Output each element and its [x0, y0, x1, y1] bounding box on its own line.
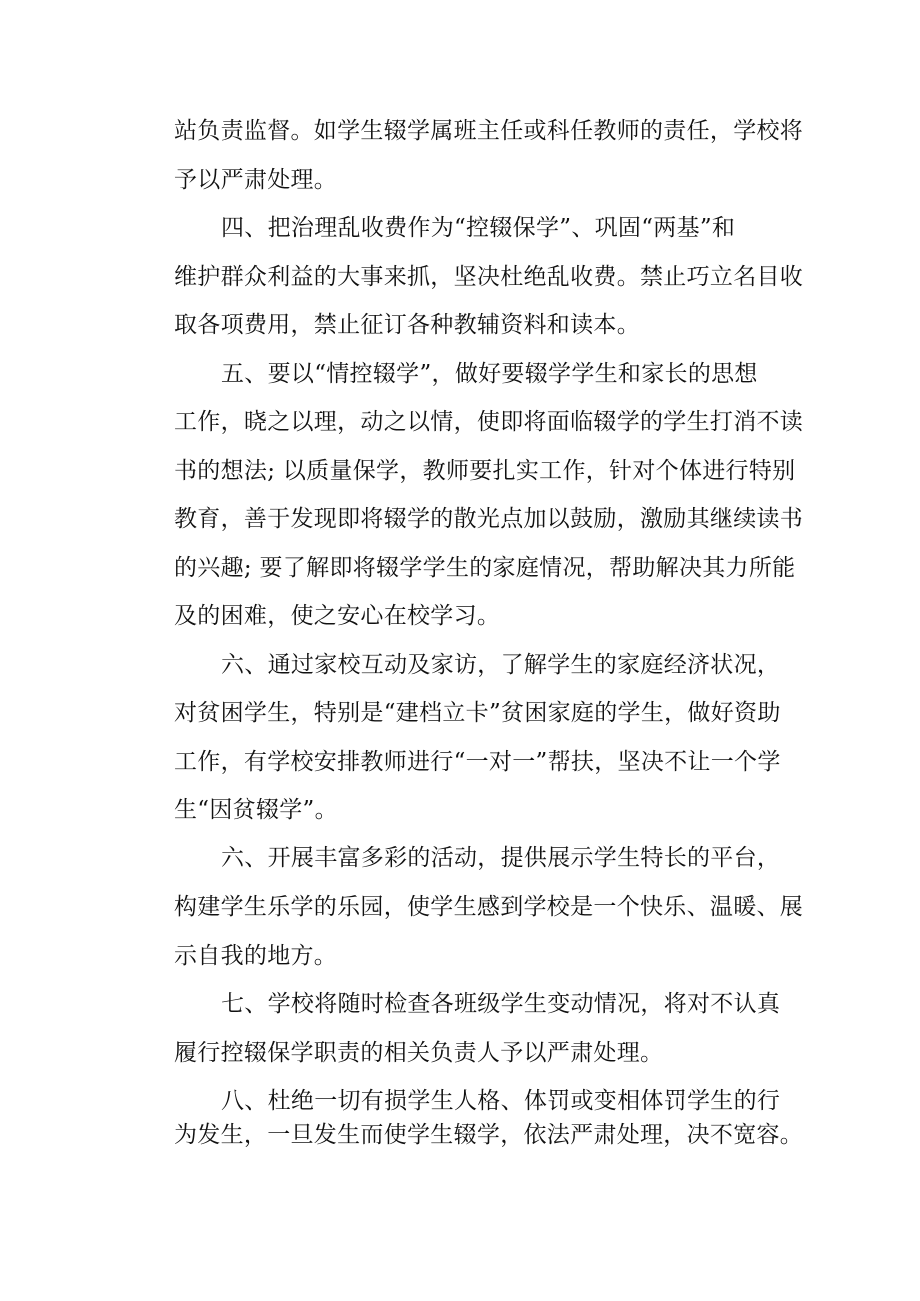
paragraph-start-line: 六、开展丰富多彩的活动，提供展示学生特长的平台， [221, 845, 781, 871]
text-line: 书的想法; 以质量保学，教师要扎实工作，针对个体进行特别 [174, 458, 796, 484]
text-line: 站负责监督。如学生辍学属班主任或科任教师的责任，学校将 [174, 118, 804, 144]
paragraph-start-line: 四、把治理乱收费作为“控辍保学”、巩固“两基”和 [221, 215, 736, 241]
text-line: 教育，善于发现即将辍学的散光点加以鼓励，激励其继续读书 [174, 506, 804, 532]
text-line: 工作，晓之以理，动之以情，使即将面临辍学的学生打消不读 [174, 409, 804, 435]
text-line: 对贫困学生，特别是“建档立卡”贫困家庭的学生，做好资助 [174, 700, 781, 726]
text-line: 工作，有学校安排教师进行“一对一”帮扶，坚决不让一个学 [174, 749, 781, 775]
paragraph-start-line: 五、要以“情控辍学”，做好要辍学学生和家长的思想 [221, 361, 758, 387]
text-line: 维护群众利益的大事来抓，坚决杜绝乱收费。禁止巧立名目收 [174, 264, 804, 290]
text-line: 示自我的地方。 [174, 943, 338, 969]
text-line: 构建学生乐学的乐园，使学生感到学校是一个快乐、温暖、展 [174, 894, 804, 920]
paragraph-start-line: 七、学校将随时检查各班级学生变动情况，将对不认真 [221, 991, 781, 1017]
paragraph-start-line: 八、杜绝一切有损学生人格、体罚或变相体罚学生的行 [221, 1088, 781, 1114]
text-line: 生“因贫辍学”。 [174, 797, 338, 823]
text-line: 予以严肃处理。 [174, 167, 338, 193]
text-line: 为发生，一旦发生而使学生辍学，依法严肃处理，决不宽容。 [174, 1122, 804, 1148]
text-line: 的兴趣; 要了解即将辍学学生的家庭情况，帮助解决其力所能 [174, 555, 796, 581]
text-line: 履行控辍保学职责的相关负责人予以严肃处理。 [174, 1040, 664, 1066]
text-line: 及的困难，使之安心在校学习。 [174, 603, 501, 629]
text-line: 取各项费用，禁止征订各种教辅资料和读本。 [174, 312, 640, 338]
paragraph-start-line: 六、通过家校互动及家访，了解学生的家庭经济状况， [221, 652, 781, 678]
